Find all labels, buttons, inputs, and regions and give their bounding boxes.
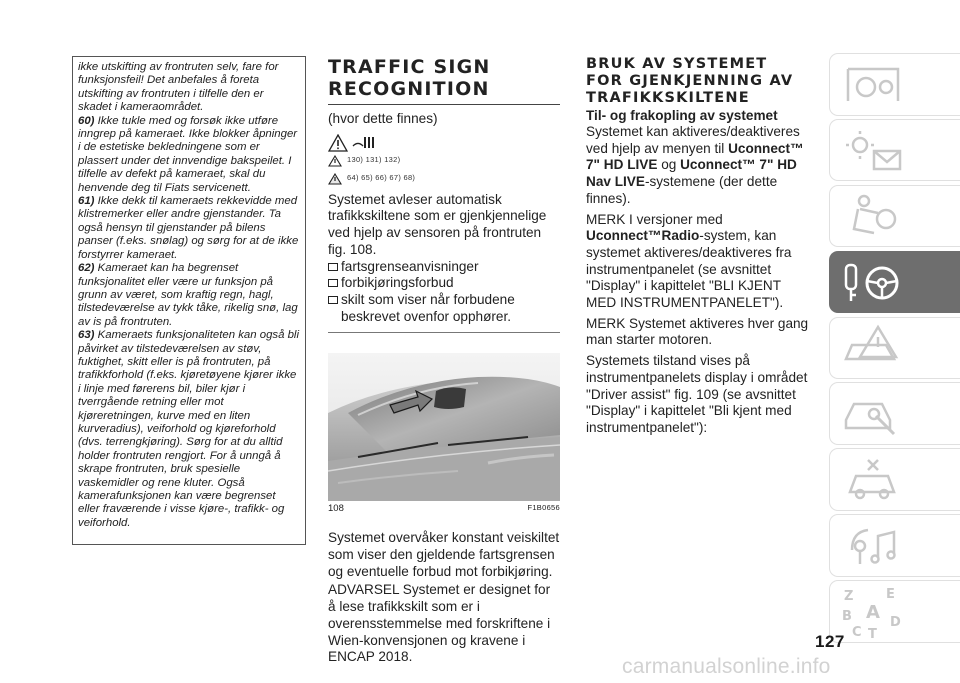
text-run: og <box>657 157 681 173</box>
chapter-tabs <box>829 53 960 646</box>
chapter-tab-dashboard[interactable] <box>829 53 960 116</box>
list-item-text: fartsgrenseanvisninger <box>341 258 479 274</box>
alphabet-index-icon <box>838 584 908 640</box>
note-item-63 <box>78 329 299 530</box>
paragraph: Systemet overvåker konstant veiskiltet som viser den gjeldende fartsgrensen og eventuelle forbud mot forbikjøring. <box>328 530 560 579</box>
caution-triangle-icon <box>328 173 342 185</box>
caution-refs-row <box>328 168 560 190</box>
heading-line: TRAFIKKSKILTENE <box>586 90 750 106</box>
list-item-text: forbikjøringsforbud <box>341 275 454 291</box>
figure-code: F1B0656 <box>527 503 560 513</box>
warning-references: 130) 131) 132) <box>347 155 401 165</box>
system-usage-section <box>586 56 814 437</box>
handbook-reference-icon <box>351 134 377 152</box>
section-body <box>328 111 560 333</box>
note-item-60 <box>78 115 299 195</box>
note-text: Ikke tukle med og forsøk ikke utføre inngrep på kameraet. Ikke blokker åpninger i de estetiske bekledningene som er plassert under det innvendige bakspeilet. I tilfelle av defekt på kameraet, skal du henvende deg til Fiats servicenett. <box>78 114 298 194</box>
index-letter: A <box>866 602 880 624</box>
availability-note: (hvor dette finnes) <box>328 111 438 126</box>
paragraph: Systemets tilstand vises på instrumentpanelets display i området "Driver assist" fig. 109 (se avsnittet "Display" i kapittelet "Bli kjent med instrumentpanelet"): <box>586 353 808 435</box>
heading-line: TRAFFIC SIGN <box>328 56 491 78</box>
warning-triangle-icon <box>328 155 342 167</box>
text-run: -systemene (der dette finnes). <box>586 174 778 206</box>
chapter-tab-maintenance[interactable] <box>829 382 960 445</box>
windshield-camera-photo <box>328 353 560 501</box>
note-number: 61) <box>78 195 95 208</box>
product-name: Uconnect™Radio <box>586 228 700 244</box>
product-name: Uconnect™ 7" HD LIVE <box>586 140 804 173</box>
note-number: 62) <box>78 262 95 275</box>
figure-caption <box>328 503 560 514</box>
paragraph: Systemet avleser automatisk trafikkskiltene som er gjenkjennelige ved hjelp av sensoren på frontruten fig. 108. <box>328 191 547 257</box>
chapter-tab-technical[interactable] <box>829 448 960 511</box>
warning-lights-mail-icon <box>838 123 908 179</box>
text-run: -system, kan systemet aktiveres/deaktiveres fra instrumentpanelet (se avsnittet "Display" i kapittelet "BLI KJENT MED INSTRUMENTPANELET"). <box>586 228 792 311</box>
list-item <box>328 275 560 292</box>
product-name: Uconnect™ 7" HD Nav LIVE <box>586 157 797 190</box>
key-steering-wheel-icon <box>838 255 908 311</box>
section-body-continued <box>328 530 560 666</box>
traffic-sign-section <box>328 56 560 666</box>
heading-line: RECOGNITION <box>328 78 490 100</box>
chapter-tab-driving[interactable] <box>829 251 960 314</box>
car-warning-icon <box>838 321 908 377</box>
section-body <box>586 124 814 437</box>
chapter-tab-index[interactable] <box>829 580 960 643</box>
list-item <box>328 259 560 276</box>
figure-108 <box>328 353 560 501</box>
note-text: Ikke dekk til kameraets rekkevidde med klistremerker eller andre gjenstander. Ta også hensyn til gjenstander på bilens panser (f.eks. snølag) og sørg for at de ikke forstyrrer kameraet. <box>78 195 299 261</box>
text-run: Systemet kan aktiveres/deaktiveres ved hjelp av menyen til <box>586 124 800 156</box>
heading-line: FOR GJENKJENNING AV <box>586 73 794 89</box>
divider <box>328 332 560 333</box>
note-paragraph <box>586 212 814 312</box>
seat-airbag-icon <box>838 189 908 245</box>
index-letter: D <box>890 615 901 631</box>
paragraph <box>586 124 814 208</box>
note-item-61 <box>78 195 299 262</box>
car-service-wrench-icon <box>838 386 908 442</box>
checkbox-icon <box>328 279 338 287</box>
index-letter: E <box>886 587 895 603</box>
chapter-tab-safety[interactable] <box>829 185 960 248</box>
chapter-tab-multimedia[interactable] <box>829 514 960 577</box>
index-letter: B <box>842 609 852 625</box>
list-item <box>328 292 560 325</box>
index-letter: C <box>852 625 862 641</box>
checkbox-icon <box>328 263 338 271</box>
heading-line: BRUK AV SYSTEMET <box>586 56 768 72</box>
subheading: Til- og frakopling av systemet <box>586 108 778 123</box>
note-text: Kameraets funksjonaliteten kan også bli påvirket av tilstedeværelsen av støv, fuktighet, skitt eller is på frontruten, på trafikkforhold (f.eks. kjøretøyene kjører ikke i linje med førerens bil, biler kjør i tverrgående retning eller mot kjøreretningen, kurve med en liten kurveradius), veiforhold og kjøreforhold (dvs. terrengkjøring). Sørg for at du alltid holder frontruten rengjort. For å unngå å skrape frontruten, bruk spesielle vaskemidler og rene kluter. Også kamerafunksjonen kan være begrenset eller fraværende i visse kjøre-, trafikk- og veiforhold. <box>78 329 299 529</box>
notes-intro: ikke utskifting av frontruten selv, fare for funksjonsfeil! Det anbefales å foreta utskifting av frontruten i tilfelle den er skadet i kameraområdet. <box>78 61 279 114</box>
section-heading <box>586 56 814 107</box>
navigation-music-icon <box>838 518 908 574</box>
note-number: 60) <box>78 114 95 127</box>
note-number: 63) <box>78 329 95 342</box>
page-number: 127 <box>815 632 845 651</box>
checkbox-icon <box>328 296 338 304</box>
text-run: MERK I versjoner med <box>586 211 723 227</box>
index-letter: Z <box>844 589 854 605</box>
note-item-62 <box>78 262 299 329</box>
chapter-tab-emergency[interactable] <box>829 317 960 380</box>
notes-box <box>72 56 306 545</box>
section-heading <box>328 56 560 105</box>
note-paragraph: MERK Systemet aktiveres hver gang man starter motoren. <box>586 315 809 348</box>
watermark: carmanualsonline.info <box>622 655 831 678</box>
warning-paragraph: ADVARSEL Systemet er designet for å lese trafikkskilt som er i overensstemmelse med forskriftene i Wien-konvensjonen og kravene i ENCAP 2018. <box>328 582 551 665</box>
chapter-tab-warning-lights[interactable] <box>829 119 960 182</box>
figure-number: 108 <box>328 503 344 515</box>
index-letter: T <box>868 627 877 641</box>
car-tools-icon <box>838 452 908 508</box>
list-item-text: skilt som viser når forbudene beskrevet ovenfor opphører. <box>341 291 515 324</box>
warning-triangle-icon <box>328 134 348 152</box>
caution-references: 64) 65) 66) 67) 68) <box>347 173 416 183</box>
car-dashboard-icon <box>838 57 908 113</box>
note-text: Kameraet kan ha begrenset funksjonalitet eller være ur funksjon på grunn av været, som kraftig regn, hagl, tilstedeværelse av tykk tåke, rikelig snø, lag av is på frontruten. <box>78 262 298 328</box>
